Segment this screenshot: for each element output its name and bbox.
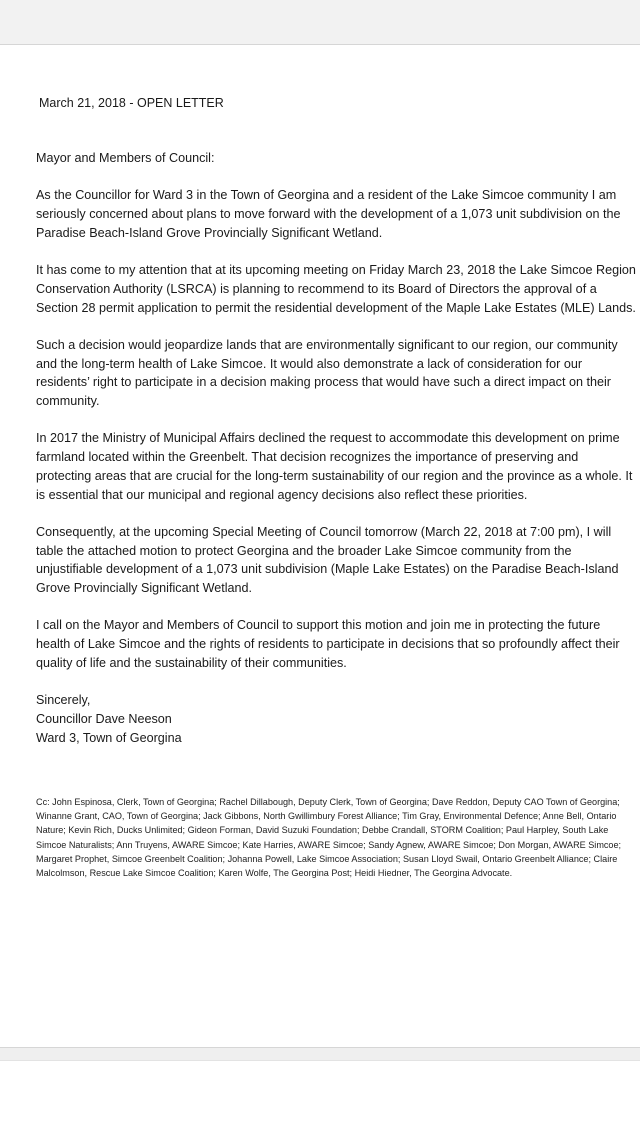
paragraph-1: As the Councillor for Ward 3 in the Town of Georgina and a resident of the Lake Simcoe community I am seriously concerned about plans to move forward with the development of a 1,073 unit subdivision on the Paradise Beach-Island Grove Provincially Significant Wetland. (36, 188, 621, 240)
signature-title: Ward 3, Town of Georgina (36, 730, 182, 745)
paragraph-6: I call on the Mayor and Members of Council to support this motion and join me in protecting the future health of Lake Simcoe and the rights of residents to participate in decisions that so profoundly affect their quality of life and the sustainability of their communities. (36, 618, 620, 670)
paragraph-5: Consequently, at the upcoming Special Meeting of Council tomorrow (March 22, 2018 at 7:00 pm), I will table the attached motion to protect Georgina and the broader Lake Simcoe community from the unjustifiable development of a 1,073 unit subdivision (Maple Lake Estates) on the Paradise Beach-Island Grove Provincially Significant Wetland. (36, 524, 619, 596)
salutation: Mayor and Members of Council: (36, 151, 215, 165)
signature-name: Councillor Dave Neeson (36, 711, 172, 726)
bottom-gray-band (0, 1047, 640, 1061)
letter-body (36, 149, 636, 747)
signoff (36, 691, 636, 747)
letter-date: March 21, 2018 - OPEN LETTER (39, 96, 224, 110)
paragraph-2: It has come to my attention that at its upcoming meeting on Friday March 23, 2018 the Lake Simcoe Region Conservation Authority (LSRCA) is planning to recommend to its Board of Directors the approval of a Section 28 permit application to permit the residential development of the Maple Lake Estates (MLE) Lands. (36, 263, 636, 315)
cc-list: Cc: John Espinosa, Clerk, Town of Georgina; Rachel Dillabough, Deputy Clerk, Town of Georgina; Dave Reddon, Deputy CAO Town of Georgina; Winanne Grant, CAO, Town of Georgina; Jack Gibbons, North Gwillimbury Forest Alliance; Tim Gray, Environmental Defence; Anne Bell, Ontario Nature; Kevin Rich, Ducks Unlimited; Gideon Forman, David Suzuki Foundation; Debbe Crandall, STORM Coalition; Paul Harpley, South Lake Simcoe Naturalists; Ann Truyens, AWARE Simcoe; Kate Harries, AWARE Simcoe; Sandy Agnew, AWARE Simcoe; Don Morgan, AWARE Simcoe; Margaret Prophet, Simcoe Greenbelt Coalition; Johanna Powell, Lake Simcoe Association; Susan Lloyd Swail, Ontario Greenbelt Alliance; Claire Malcolmson, Rescue Lake Simcoe Coalition; Karen Wolfe, The Georgina Post; Heidi Hiedner, The Georgina Advocate. (36, 797, 622, 879)
paragraph-4: In 2017 the Ministry of Municipal Affairs declined the request to accommodate this development on prime farmland located within the Greenbelt. That decision recognizes the importance of preserving and protecting areas that are crucial for the long-term sustainability of our region and the province as a whole. It is essential that our municipal and regional agency decisions also reflect these priorities. (36, 431, 633, 502)
paragraph-3: Such a decision would jeopardize lands that are environmentally significant to our region, our community and the long-term health of Lake Simcoe. It would also demonstrate a lack of consideration for our residents’ right to participate in a decision making process that would have such a direct impact on their community. (36, 337, 618, 409)
closing: Sincerely, (36, 693, 91, 708)
top-gray-band (0, 0, 640, 45)
